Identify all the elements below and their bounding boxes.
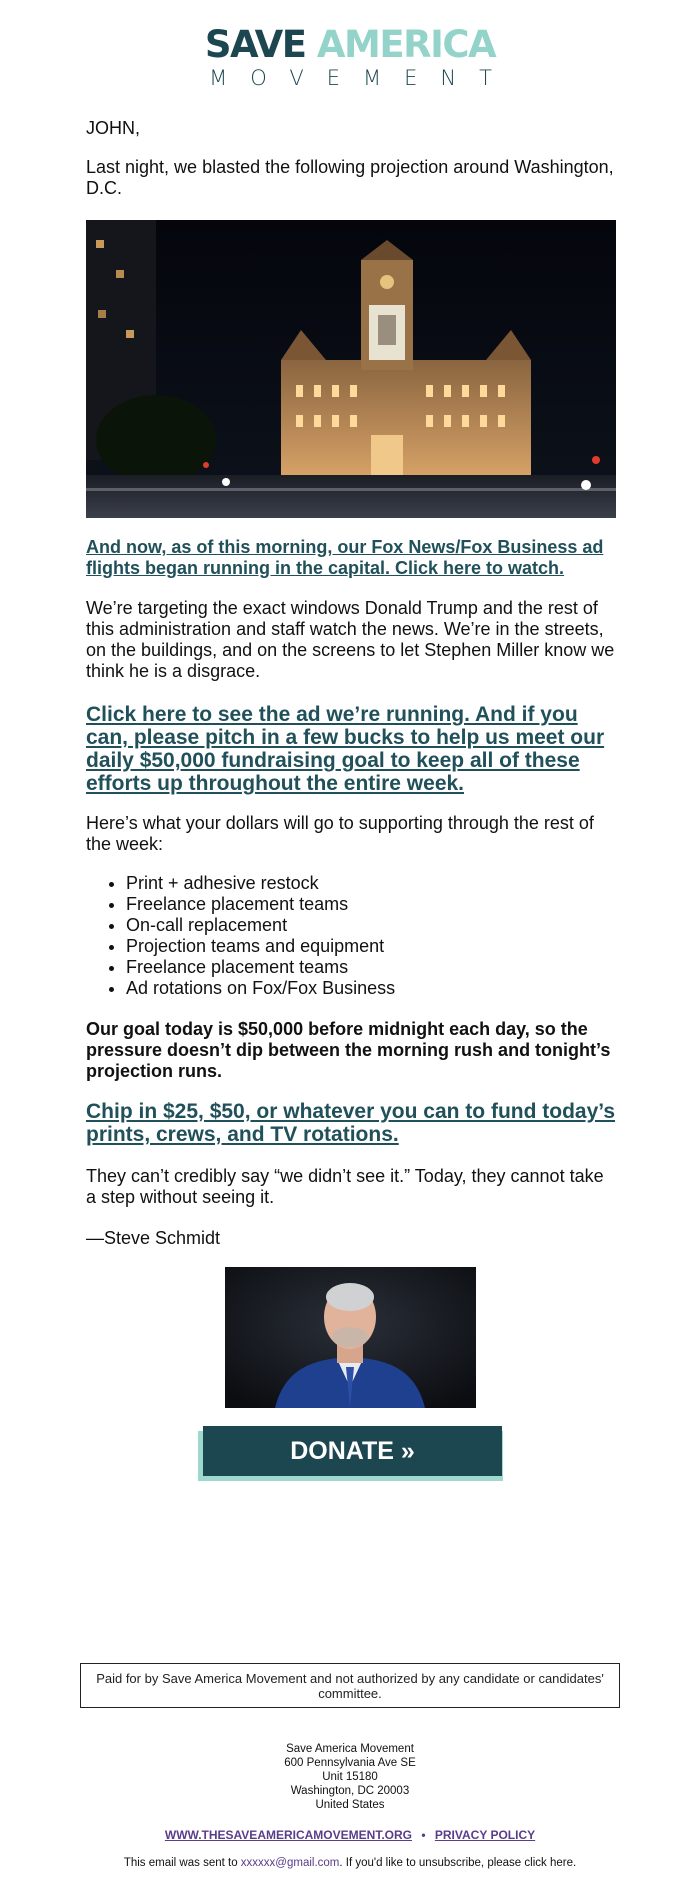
support-list — [106, 873, 395, 999]
list-item: • On-call replacement — [126, 915, 395, 936]
see-ad-donate-link[interactable]: Click here to see the ad we’re running. And if you can, please pitch in a few bucks to help us meet our daily $50,000 fundraising goal to keep all of these efforts up throughout the entire week. — [86, 703, 605, 795]
recipient-email: xxxxxx@gmail.com — [240, 1857, 340, 1869]
goal-paragraph: Our goal today is $50,000 before midnight each day, so the pressure doesn’t dip between the morning rush and tonight’s projection runs. — [86, 1019, 611, 1081]
list-item: • Ad rotations on Fox/Fox Business — [126, 978, 395, 999]
footer-links — [0, 1828, 700, 1842]
list-item: • Freelance placement teams — [126, 957, 395, 978]
support-intro-paragraph: Here’s what your dollars will go to supporting through the rest of the week: — [86, 813, 594, 854]
address-line: Washington, DC 20003 — [290, 1785, 410, 1797]
donate-button[interactable]: DONATE » — [203, 1426, 502, 1476]
mailing-address — [0, 1742, 700, 1812]
greeting: JOHN, — [86, 118, 140, 138]
list-item: • Print + adhesive restock — [126, 873, 395, 894]
targeting-paragraph: We’re targeting the exact windows Donald Trump and the rest of this administration and staff watch the news. We’re in the streets, on the buildings, and on the screens to let Stephen Miller know we think he is a disgrace. — [86, 598, 615, 681]
projection-photo — [86, 220, 616, 518]
signature: —Steve Schmidt — [86, 1228, 221, 1248]
chip-in-link[interactable]: Chip in $25, $50, or whatever you can to fund today’s prints, crews, and TV rotations. — [86, 1100, 616, 1146]
footer-separator: • — [421, 1828, 426, 1842]
unsubscribe-link[interactable]: . If you'd like to unsubscribe, please click here. — [339, 1857, 577, 1869]
donate-button-wrap — [198, 1426, 503, 1481]
steve-schmidt-portrait — [225, 1267, 476, 1408]
logo-wordmark — [0, 22, 700, 68]
list-item: • Freelance placement teams — [126, 894, 395, 915]
address-line: Save America Movement — [286, 1743, 414, 1755]
list-item: • Projection teams and equipment — [126, 936, 395, 957]
address-line: United States — [315, 1799, 385, 1811]
closing-paragraph: They can’t credibly say “we didn’t see it.” Today, they cannot take a step without seeing it. — [86, 1166, 604, 1207]
sent-prefix: This email was sent to — [123, 1857, 241, 1869]
logo-word-movement: MOVEMENT — [209, 66, 515, 90]
watch-fox-ad-link[interactable]: And now, as of this morning, our Fox News/Fox Business ad flights began running in the capital. Click here to watch. — [86, 537, 604, 578]
website-link[interactable]: WWW.THESAVEAMERICAMOVEMENT.ORG — [164, 1828, 412, 1842]
logo-word-america: AMERICA — [316, 23, 496, 66]
logo-word-save: SAVE — [204, 23, 306, 66]
address-line: 600 Pennsylvania Ave SE — [284, 1757, 416, 1769]
intro-paragraph: Last night, we blasted the following projection around Washington, D.C. — [86, 157, 614, 198]
save-america-movement-logo — [0, 22, 700, 90]
address-line: Unit 15180 — [322, 1771, 378, 1783]
privacy-policy-link[interactable]: PRIVACY POLICY — [434, 1828, 536, 1842]
paid-for-disclaimer: Paid for by Save America Movement and not authorized by any candidate or candidates' committee. — [80, 1663, 620, 1708]
unsubscribe-notice — [0, 1857, 700, 1869]
